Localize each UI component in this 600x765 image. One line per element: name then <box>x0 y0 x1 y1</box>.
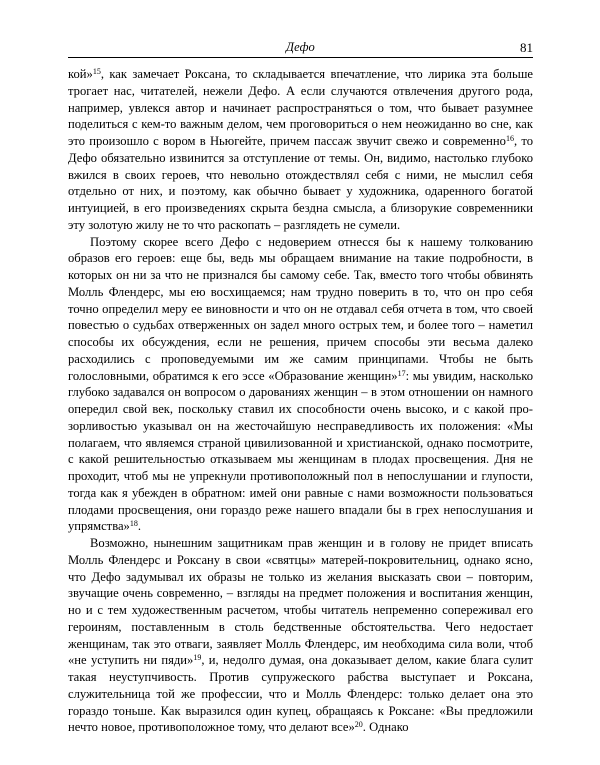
page-number: 81 <box>520 40 533 55</box>
text-run: , то Дефо обязательно извинится за отступление от темы. Он, видимо, настолько глубоко вжился в своих героев, что невольно отождествлял себя с ними, не мыслил себя отдельно от них, и поэтому, как обычно бывает у художника, одаренного богатой интуицией, в его произведениях скрыта бездна смысла, а близорукие современники эту золотую жилу не то что раскопать – разглядеть не сумели. <box>68 134 533 232</box>
body-paragraph <box>68 234 533 536</box>
footnote-reference[interactable]: 17 <box>397 368 406 378</box>
text-run: , и, недолго думая, она доказывает делом, какие блага сулит такая неуступчивость. Против супружеского рабства выступает и Роксана, служительница той же профессии, что и Молль Флендерс: только делает она это гораздо тоньше. Как выразился один купец, обращаясь к Роксане: «Вы предложили нечто новое, противоположное тому, что делают все» <box>68 653 533 735</box>
text-run: кой» <box>68 67 93 81</box>
footnote-reference[interactable]: 18 <box>129 519 138 529</box>
header-divider-rule <box>68 57 533 58</box>
footnote-reference[interactable]: 15 <box>92 67 101 77</box>
running-header <box>68 40 533 58</box>
footnote-reference[interactable]: 16 <box>505 134 514 144</box>
text-run: . <box>137 519 142 534</box>
running-header-title: Дефо <box>286 40 315 54</box>
body-paragraph <box>68 535 533 736</box>
text-run: , как замечает Роксана, то складывается впечатление, что лирика эта больше трогает нас, читателей, нежели Дефо. А если случаются отвлечения другого рода, например, увлекся автор и начинает распространяться о том, что бывает разумнее поделиться с кем-то важным делом, чем проговориться о нем неожиданно во сне, как это произошло с вором в Ньюгейте, причем пассаж звучит свежо и современно <box>68 67 533 148</box>
footnote-reference[interactable]: 20 <box>354 720 363 730</box>
text-run: Поэтому скорее всего Дефо с недоверием отнесся бы к нашему толкованию образов его героев: еще бы, ведь мы обращаем внимание на такие подробности, в которых он ни за что не признался бы самому себе. Так, вместо того чтобы обвинять Молль Флендерс, мы ею восхищаемся; нам трудно поверить в то, что он про себя точно определил меру ее виновности и что он не отдавал себя отчета в том, что своей повестью о судьбах отверженных он задел много острых тем, и более того – наметил способы их обсуждения, если не решения, причем способы эти весьма далеко расходились с проповедуемыми им же самим принципами. Чтобы не быть голословными, обратимся к его эссе «Образование женщин» <box>68 234 533 383</box>
footnote-reference[interactable]: 19 <box>193 653 202 663</box>
body-text-column <box>68 66 533 736</box>
body-paragraph <box>68 66 533 234</box>
text-run: : мы увидим, насколько глубоко задавался он вопросом о дарованиях женщин – в этом отношении он намного опередил свой век, поскольку ставил их способности очень высоко, и с какой прозорливостью указывал он на жесточайшую несправедливость их положения: «Мы полагаем, что являемся страной цивилизованной и христианской, однако посмотрите, с какой решительностью отказываем мы женщинам в плодах просвещения. Дня не проходит, чтоб мы не упрекнули противоположный пол в непослушании и глупости, тогда как я убежден в обратном: имей они равные с нами возможности пользоваться плодами просвещения, они гораздо реже нашего впадали бы в грех непослушания и упрямства» <box>68 368 533 534</box>
text-run: Возможно, нынешним защитникам прав женщин и в голову не придет вписать Молль Флендерс и Роксану в свои «святцы» матерей-покровительниц, однако ясно, что Дефо задумывал их образы не только из желания высказать свои – повторим, звучащие очень современно, – взгляды на предмет положения и воспитания женщин, но и с тем художественным расчетом, чтобы читатель непременно сопереживал его героиням, поставленным в столь бедственные обстоятельства. Чего недостает женщинам, так это отваги, заявляет Молль Флендерс, им необходима сила воли, чтоб «не уступить ни пяди» <box>68 536 533 668</box>
text-run: . Однако <box>362 720 409 735</box>
